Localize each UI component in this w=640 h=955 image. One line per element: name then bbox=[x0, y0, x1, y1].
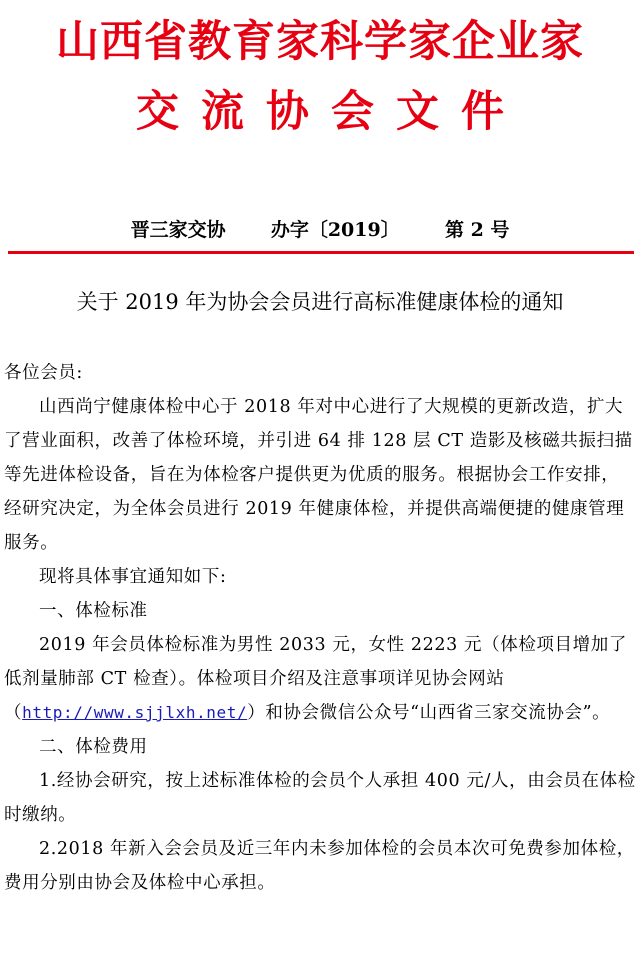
section2-item2: 2.2018 年新入会会员及近三年内未参加体检的会员本次可免费参加体检，费用分别由协会及体检中心承担。 bbox=[4, 839, 635, 893]
salutation: 各位会员: bbox=[4, 363, 83, 383]
doc-number-number: 第 2 号 bbox=[444, 219, 510, 241]
section1-text-after-link: ）和协会微信公众号“山西省三家交流协会”。 bbox=[247, 703, 611, 723]
notice-body bbox=[4, 356, 636, 900]
paragraph-intro: 山西尚宁健康体检中心于 2018 年对中心进行了大规模的更新改造，扩大了营业面积，改善了体检环境，并引进 64 排 128 层 CT 造影及核磁共振扫描等先进体检设备，旨在为体检客户提供更为优质的服务。根据协会工作安排，经研究决定，为全体会员进行 2019 年健康体检，并提供高端便捷的健康管理服务。 bbox=[4, 397, 633, 553]
section1-heading: 一、体检标准 bbox=[39, 601, 148, 621]
section1-paragraph bbox=[4, 628, 636, 730]
notice-title: 关于 2019 年为协会会员进行高标准健康体检的通知 bbox=[76, 290, 564, 314]
header-red-divider bbox=[8, 251, 634, 254]
document-header-title-line1: 山西省教育家科学家企业家 bbox=[56, 17, 584, 67]
association-website-link[interactable]: http://www.sjjlxh.net/ bbox=[22, 703, 248, 722]
document-header-title-line2: 交流协会文件 bbox=[136, 87, 526, 137]
doc-number-org: 晋三家交协 bbox=[130, 219, 226, 241]
paragraph-details-intro: 现将具体事宜通知如下: bbox=[39, 567, 227, 587]
doc-number-office: 办字〔2019〕 bbox=[270, 219, 400, 241]
document-number bbox=[0, 215, 640, 242]
section1-text-before-link: 2019 年会员体检标准为男性 2033 元，女性 2223 元（体检项目增加了低剂量肺部 CT 检查）。体检项目介绍及注意事项详见协会网站（ bbox=[4, 635, 627, 723]
section2-item1: 1.经协会研究，按上述标准体检的会员个人承担 400 元/人，由会员在体检时缴纳。 bbox=[4, 771, 636, 825]
section2-heading: 二、体检费用 bbox=[39, 737, 148, 757]
